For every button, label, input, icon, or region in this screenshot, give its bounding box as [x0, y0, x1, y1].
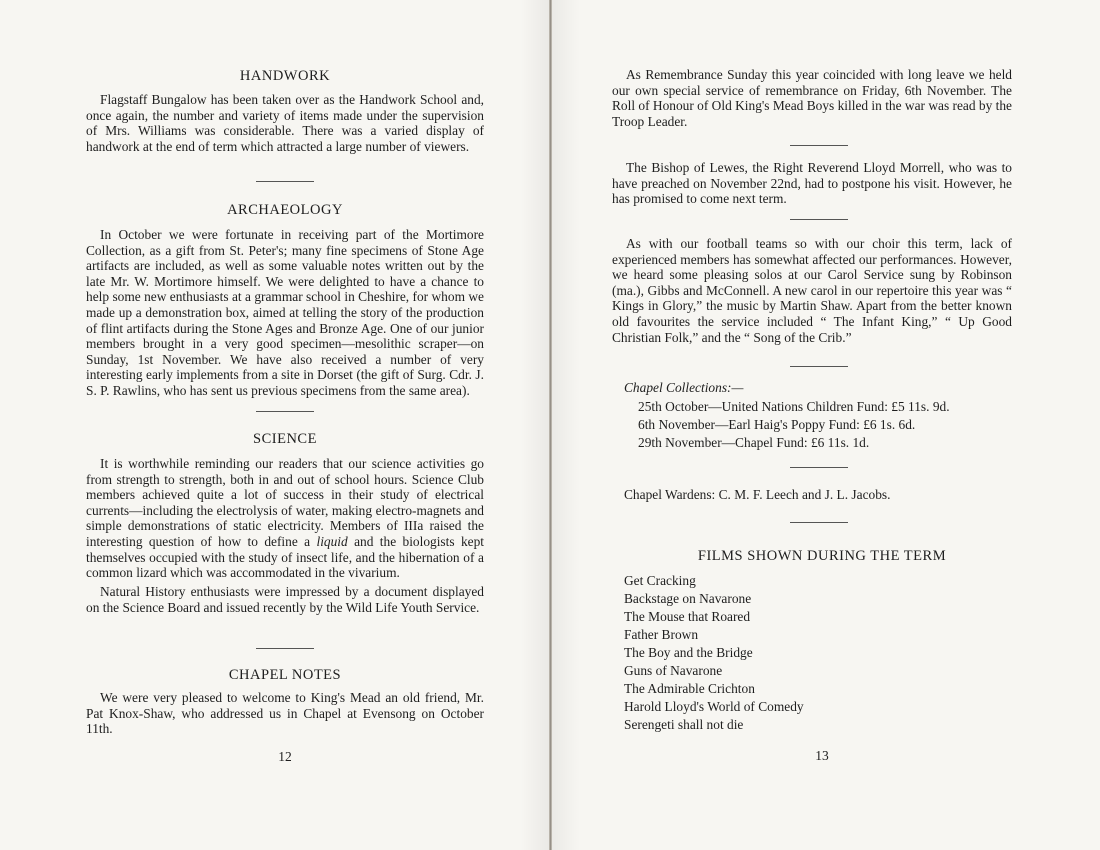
chapel-wardens: Chapel Wardens: C. M. F. Leech and J. L. Jacobs. [624, 487, 891, 502]
page-number-left: 12 [278, 749, 292, 764]
film-item: Father Brown [624, 627, 699, 642]
films-heading: FILMS SHOWN DURING THE TERM [697, 548, 947, 564]
collection-item: 6th November—Earl Haig's Poppy Fund: £6 1s. 6d. [638, 417, 916, 432]
page-number-right: 13 [815, 748, 829, 763]
collection-item: 29th November—Chapel Fund: £6 11s. 1d. [638, 435, 870, 450]
film-item: Backstage on Navarone [624, 591, 752, 606]
film-item: Harold Lloyd's World of Comedy [624, 699, 804, 714]
film-item: Get Cracking [624, 573, 696, 588]
film-item: Serengeti shall not die [624, 717, 744, 732]
collection-item: 25th October—United Nations Children Fund: £5 11s. 9d. [638, 399, 950, 414]
bishop-paragraph: The Bishop of Lewes, the Right Reverend Lloyd Morrell, who was to have preached on November 22nd, had to postpone his visit. However, he has promised to come next term. [612, 160, 1012, 207]
science-italic-word: liquid [316, 533, 348, 549]
film-item: Guns of Navarone [624, 663, 723, 678]
remembrance-paragraph: As Remembrance Sunday this year coincided with long leave we held our own special service of remembrance on Friday, 6th November. The Roll of Honour of Old King's Mead Boys killed in the war was read by the Troop Leader. [612, 67, 1012, 129]
handwork-heading: HANDWORK [239, 68, 331, 84]
right-page [612, 0, 1012, 850]
left-page [86, 0, 484, 850]
section-divider [790, 219, 848, 220]
film-item: The Boy and the Bridge [624, 645, 753, 660]
chapel-notes-paragraph: We were very pleased to welcome to King's Mead an old friend, Mr. Pat Knox-Shaw, who addressed us in Chapel at Evensong on October 11th. [86, 690, 484, 737]
science-text-part: and the biologists kept themselves occupied with the study of insect life, and the hibernation of a common lizard which was accommodated in the vivarium. [86, 533, 484, 581]
choir-paragraph: As with our football teams so with our choir this term, lack of experienced members has somewhat affected our performances. However, we heard some pleasing solos at our Carol Service sung by Robinson (ma.), Gibbs and McConnell. A new carol in our repertoire this year was “ Kings in Glory,” the music by Martin Shaw. Apart from the better known old favourites the service included “ The Infant King,” “ Up Good Christian Folk,” and the “ Song of the Crib.” [612, 236, 1012, 345]
science-text-part: It is worthwhile reminding our readers that our science activities go from strength to strength, both in and out of school hours. Science Club members achieved quite a lot of success in their study of electrical currents—including the electrolysis of water, making electro-magnets and simple demonstrations of static electricity. Members of IIIa raised the interesting question of how to define a [86, 456, 484, 549]
section-divider [256, 411, 314, 412]
film-item: The Mouse that Roared [624, 609, 751, 624]
section-divider [256, 648, 314, 649]
section-divider [790, 522, 848, 523]
archaeology-heading: ARCHAEOLOGY [227, 202, 343, 218]
chapel-notes-heading: CHAPEL NOTES [228, 667, 342, 683]
section-divider [790, 467, 848, 468]
chapel-collections-label: Chapel Collections:— [624, 380, 744, 395]
section-divider [790, 366, 848, 367]
section-divider [790, 145, 848, 146]
handwork-paragraph: Flagstaff Bungalow has been taken over as the Handwork School and, once again, the number and variety of items made under the supervision of Mrs. Williams was considerable. There was a varied display of handwork at the end of term which attracted a large number of viewers. [86, 92, 484, 154]
science-heading: SCIENCE [253, 431, 317, 447]
science-paragraph-1 [86, 456, 484, 581]
page-gutter [549, 0, 552, 850]
section-divider [256, 181, 314, 182]
science-paragraph-2: Natural History enthusiasts were impressed by a document displayed on the Science Board and issued recently by the Wild Life Youth Service. [86, 584, 484, 615]
film-item: The Admirable Crichton [624, 681, 755, 696]
archaeology-paragraph: In October we were fortunate in receiving part of the Mortimore Collection, as a gift from St. Peter's; many fine specimens of Stone Age artifacts are included, as well as some valuable notes written out by the late Mr. W. Mortimore himself. We were delighted to have a chance to help some new enthusiasts at a grammar school in Cheshire, for whom we made up a demonstration box, aimed at telling the story of the production of flint artifacts during the Stone Ages and Bronze Age. One of our junior members brought in a very good specimen—mesolithic scraper—on Sunday, 1st November. We have also received a number of very interesting early implements from a site in Dorset (the gift of Surg. Cdr. J. S. P. Rawlins, who has sent us previous specimens from the same area). [86, 227, 484, 398]
